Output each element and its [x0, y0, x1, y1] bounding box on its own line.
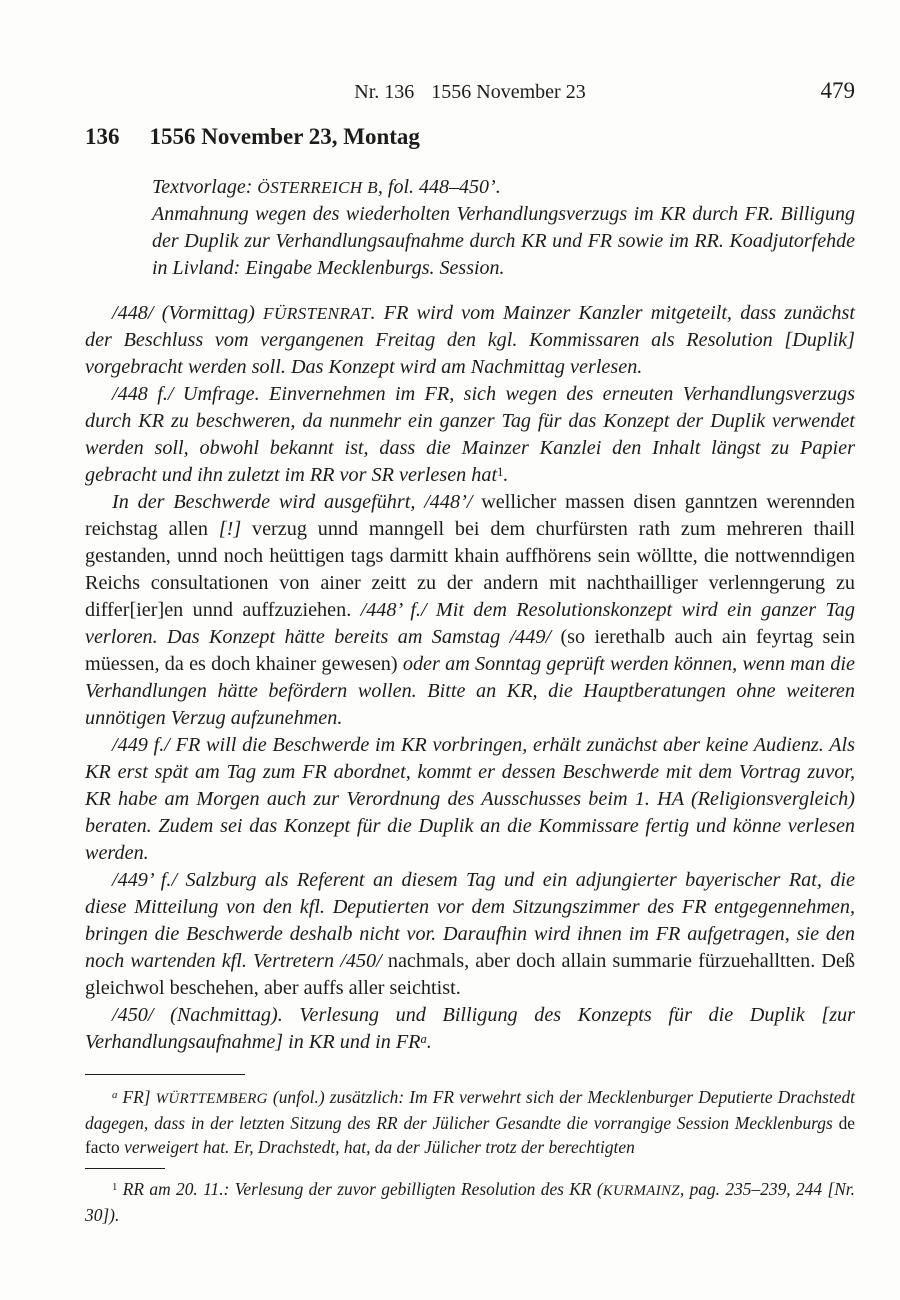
body-text	[85, 300, 855, 1056]
text-segment: wellicher massen disen ganntzen werennden reichstag allen	[85, 491, 855, 540]
page-number: 479	[820, 78, 855, 103]
running-header-date: 1556 November 23	[431, 81, 586, 103]
text-segment: FÜRSTENRAT	[263, 304, 371, 323]
text-segment: Textvorlage:	[152, 176, 258, 198]
text-segment: .	[503, 464, 509, 486]
paragraph	[85, 1085, 855, 1159]
text-segment: , fol. 448–450’.	[377, 176, 501, 198]
paragraph	[85, 300, 855, 381]
running-header-title	[354, 81, 585, 104]
paragraph	[85, 489, 855, 732]
paragraph	[152, 201, 855, 282]
footnote-separator-numeric	[85, 1168, 165, 1169]
text-segment: 1	[497, 464, 504, 479]
regest-block	[152, 174, 855, 282]
paragraph	[85, 867, 855, 1002]
text-segment: /450/ (Nachmittag). Verlesung und Billigung des Konzepts für die Duplik [zur Verhandlungsaufnahme] in KR und in FR	[85, 1004, 855, 1053]
text-segment: a	[420, 1031, 427, 1046]
text-segment: . FR wird vom Mainzer Kanzler mitgeteilt, dass zunächst der Beschluss vom vergangenen Freitag den kgl. Kommissaren als Resolution [Duplik] vorgebracht werden soll. Das Konzept wird am Nachmittag verlesen.	[85, 302, 855, 378]
text-segment: , pag. 235–239, 244 [Nr. 30]).	[85, 1179, 855, 1225]
paragraph	[85, 381, 855, 489]
text-segment: /448/ (Vormittag)	[112, 302, 264, 324]
footnote-letter-a	[85, 1085, 855, 1159]
paragraph	[85, 732, 855, 867]
text-segment: nachmals, aber doch allain summarie fürzuehalltten. Deß gleichwol beschehen, aber auffs aller seichtist.	[85, 950, 856, 999]
text-segment: Anmahnung wegen des wiederholten Verhandlungsverzugs im KR durch FR. Billigung der Duplik zur Verhandlungsaufnahme durch KR und FR sowie im RR. Koadjutorfehde in Livland: Eingabe Mecklenburgs. Session.	[152, 203, 855, 279]
text-segment: In der Beschwerde wird ausgeführt, /448’/	[112, 491, 482, 513]
text-segment: verzug unnd manngell bei dem churfürsten rath zum mehreren thaill gestanden, unnd noch heüttigen tags darmitt khain auffhörens sein wölltte, die nottwenndigen Reichs consultationen von ainer zeitt zu der andern mit nachthailliger verlenngerung zu differ[ier]en unnd auffzuziehen.	[85, 518, 855, 621]
entry-title: 1556 November 23, Montag	[149, 124, 420, 149]
text-segment: (so ierethalb auch ain feyrtag sein müessen, da es doch khainer gewesen)	[85, 626, 855, 675]
text-segment: RR am 20. 11.: Verlesung der zuvor gebilligten Resolution des KR (	[117, 1179, 603, 1199]
text-segment: oder am Sonntag geprüft werden können, wenn man die Verhandlungen hätte befördern wollen. Bitte an KR, die Hauptberatungen ohne weiteren unnötigen Verzug aufzunehmen.	[85, 653, 855, 729]
text-segment: WÜRTTEMBERG	[155, 1091, 268, 1107]
text-segment: de facto	[85, 1113, 855, 1157]
paragraph	[85, 1177, 855, 1227]
text-segment: /449’ f./ Salzburg als Referent an diesem Tag und ein adjungierter bayerischer Rat, die diese Mitteilung von den kfl. Deputierten vor dem Sitzungszimmer des FR entgegennehmen, bringen die Beschwerde deshalb nicht vor. Daraufhin wird ihnen im FR aufgetragen, sie den noch wartenden kfl. Vertretern /450/	[85, 869, 855, 972]
text-segment: KURMAINZ	[602, 1183, 680, 1199]
text-segment: /448’ f./ Mit dem Resolutionskonzept wird ein ganzer Tag verloren. Das Konzept hätte bereits am Samstag /449/	[85, 599, 855, 648]
paragraph	[152, 174, 855, 201]
text-segment: /448 f./ Umfrage. Einvernehmen im FR, sich wegen des erneuten Verhandlungsverzugs durch KR zu beschweren, da nunmehr ein ganzer Tag für das Konzept der Duplik verwendet werden soll, obwohl bekannt ist, dass die Mainzer Kanzlei den Inhalt längst zu Papier gebracht und ihn zuletzt im RR vor SR verlesen hat	[85, 383, 855, 486]
entry-number: 136	[85, 124, 120, 149]
running-header	[85, 78, 855, 104]
text-segment: /449 f./ FR will die Beschwerde im KR vorbringen, erhält zunächst aber keine Audienz. Als KR erst spät am Tag zum FR abordnet, kommt er dessen Beschwerde mit dem Vortrag zuvor, KR habe am Morgen auch zur Verordnung des Ausschusses beim 1. HA (Religionsvergleich) beraten. Zudem sei das Konzept für die Duplik an die Kommissare fertig und könne verlesen werden.	[85, 734, 855, 864]
text-segment: FR]	[117, 1087, 156, 1107]
text-segment: [!]	[218, 518, 252, 540]
footnote-numeric-1	[85, 1177, 855, 1227]
text-segment: .	[426, 1031, 432, 1053]
text-segment: 1	[112, 1181, 118, 1194]
text-segment: (unfol.) zusätzlich: Im FR verwehrt sich der Mecklenburger Deputierte Drachstedt dagegen, dass in der letzten Sitzung des RR der Jülicher Gesandte die vorrangige Session Mecklenburgs	[85, 1087, 855, 1133]
footnote-separator-letter	[85, 1074, 245, 1075]
text-segment: ÖSTERREICH B	[257, 178, 378, 197]
text-segment: verweigert hat. Er, Drachstedt, hat, da der Jülicher trotz der berechtigten	[124, 1137, 635, 1157]
running-header-number: Nr. 136	[354, 81, 415, 103]
entry-heading	[85, 124, 855, 150]
text-segment: a	[112, 1089, 118, 1102]
paragraph	[85, 1002, 855, 1056]
